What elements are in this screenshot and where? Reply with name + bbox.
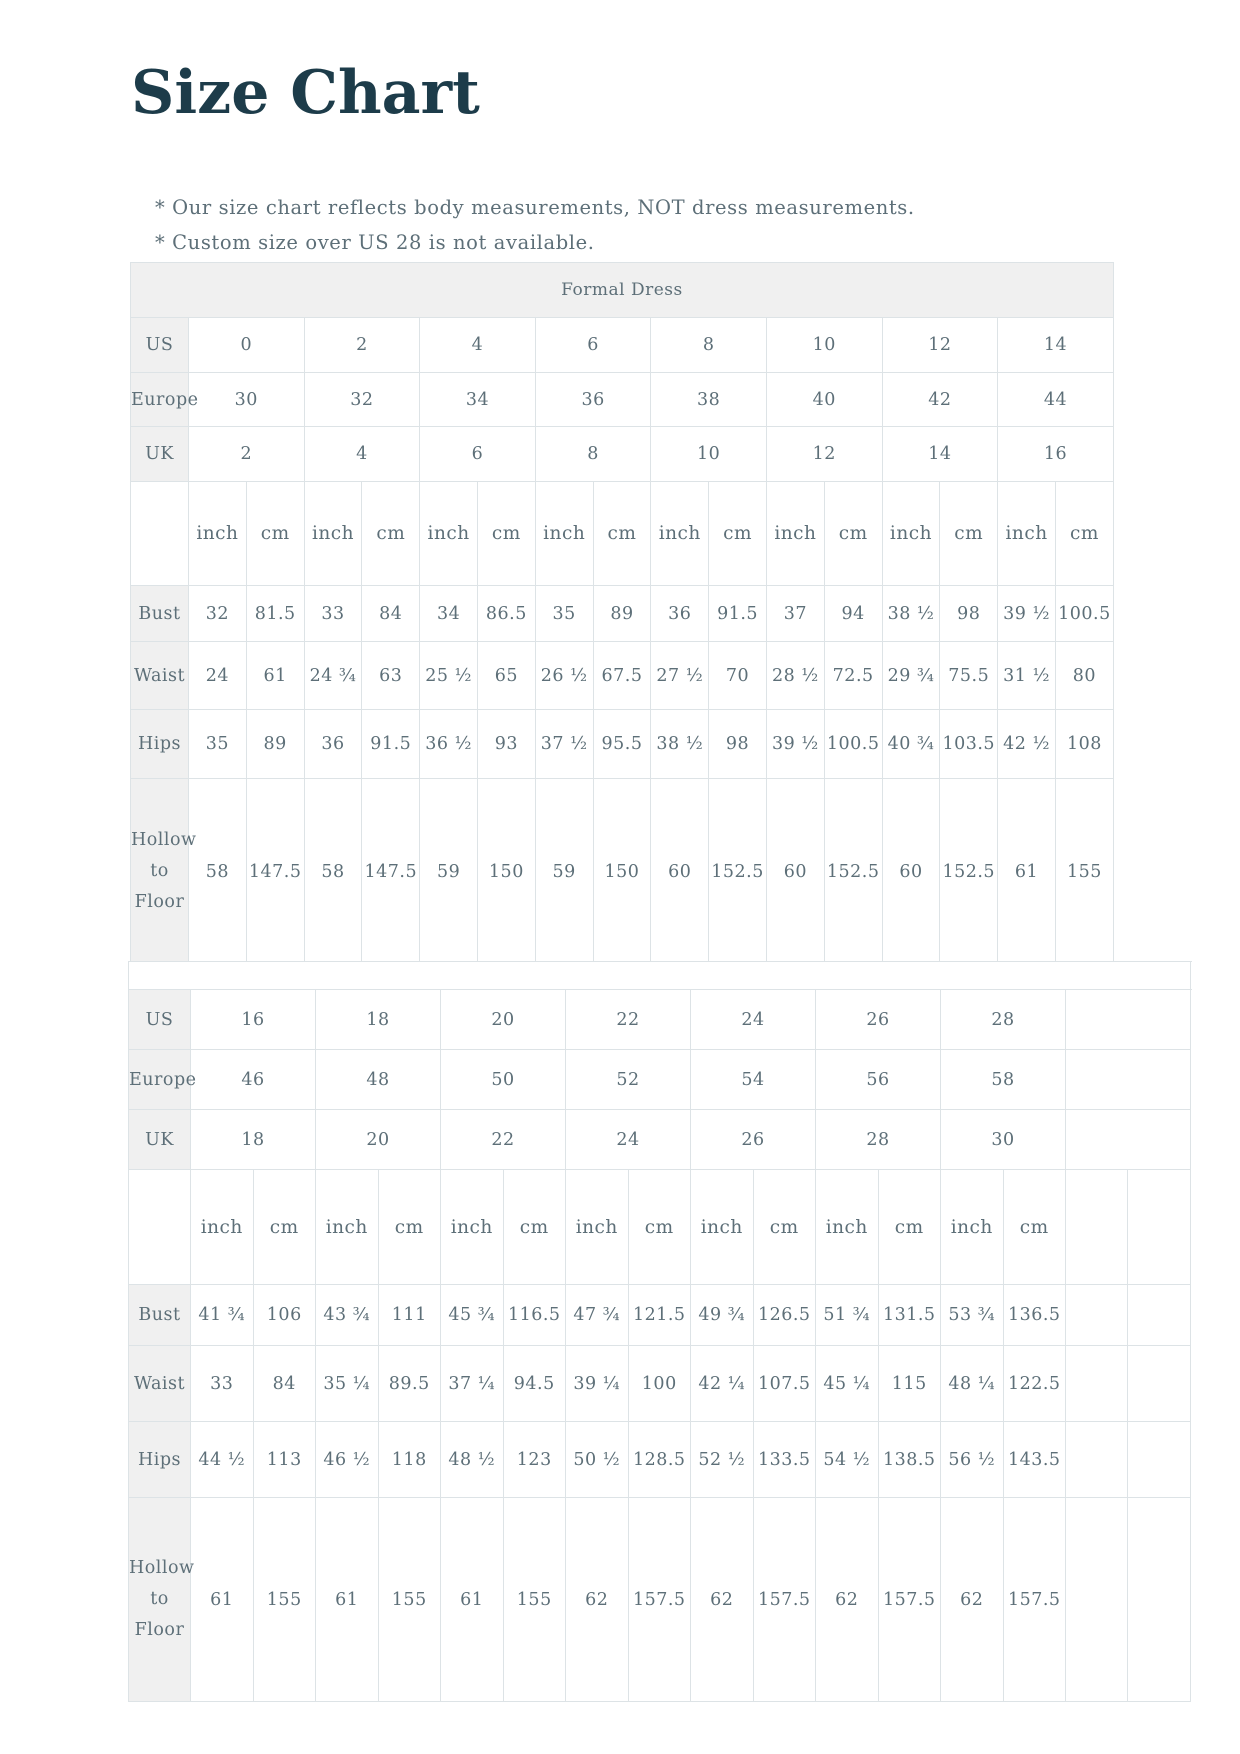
unit-inch-header: inch [420,482,478,586]
us-size-value: 18 [316,990,441,1050]
unit-inch-header: inch [816,1170,879,1285]
bust-value: 51 ¾ [816,1285,879,1346]
us-size-value: 14 [998,318,1114,373]
europe-size-value: 36 [535,373,651,427]
hollow-to-floor-value: 152.5 [709,779,767,965]
hollow-to-floor-value: 155 [253,1498,316,1702]
unit-cm-header: cm [1055,482,1113,586]
waist-value: 33 [191,1346,254,1422]
note-body-measurements: * Our size chart reflects body measurements, NOT dress measurements. [155,196,915,219]
hips-value: 128.5 [628,1422,691,1498]
bust-value: 106 [253,1285,316,1346]
waist-value: 31 ½ [998,642,1056,710]
europe-size-value: 56 [816,1050,941,1110]
waist-value: 63 [362,642,420,710]
hollow-to-floor-value: 157.5 [878,1498,941,1702]
hollow-to-floor-value: 60 [651,779,709,965]
empty-cell [1128,1170,1191,1285]
bust-value: 37 [766,586,824,642]
waist-value: 84 [253,1346,316,1422]
hollow-to-floor-value: 157.5 [1003,1498,1066,1702]
hips-value: 46 ½ [316,1422,379,1498]
europe-size-value: 48 [316,1050,441,1110]
us-size-value: 0 [189,318,305,373]
uk-size-value: 12 [766,427,882,482]
waist-value: 80 [1055,642,1113,710]
hollow-to-floor-value: 62 [941,1498,1004,1702]
row-label-hollow-to-floor [129,1498,195,1702]
row-label-bust: Bust [131,586,189,642]
row-label-part: Floor [134,892,185,912]
europe-size-value: 32 [304,373,420,427]
hollow-to-floor-value: 61 [316,1498,379,1702]
row-label-hips: Hips [131,710,189,779]
waist-value: 39 ¼ [566,1346,629,1422]
hollow-to-floor-value: 60 [882,779,940,965]
hollow-to-floor-value: 147.5 [246,779,304,965]
uk-size-value: 18 [191,1110,316,1170]
waist-value: 72.5 [824,642,882,710]
uk-size-value: 2 [189,427,305,482]
hips-value: 56 ½ [941,1422,1004,1498]
hollow-to-floor-value: 155 [1055,779,1113,965]
empty-cell [1128,1422,1191,1498]
waist-value: 48 ¼ [941,1346,1004,1422]
hips-value: 39 ½ [766,710,824,779]
row-label-part: to [150,1589,169,1609]
waist-value: 67.5 [593,642,651,710]
hips-value: 108 [1055,710,1113,779]
row-label-part: Hollow [129,1558,195,1578]
waist-value: 70 [709,642,767,710]
bust-value: 45 ¾ [441,1285,504,1346]
unit-cm-header: cm [503,1170,566,1285]
waist-value: 94.5 [503,1346,566,1422]
row-label-europe: Europe [131,373,189,427]
bust-value: 49 ¾ [691,1285,754,1346]
unit-inch-header: inch [566,1170,629,1285]
hips-value: 52 ½ [691,1422,754,1498]
uk-size-value: 6 [420,427,536,482]
hips-value: 37 ½ [535,710,593,779]
hollow-to-floor-value: 62 [566,1498,629,1702]
bust-value: 116.5 [503,1285,566,1346]
europe-size-value: 30 [189,373,305,427]
hips-value: 133.5 [753,1422,816,1498]
row-label-part: Hollow [131,830,197,850]
row-label-waist: Waist [131,642,189,710]
europe-size-value: 52 [566,1050,691,1110]
empty-cell [1066,1285,1128,1346]
row-label-uk: UK [131,427,189,482]
unit-cm-header: cm [253,1170,316,1285]
unit-cm-header: cm [940,482,998,586]
unit-cm-header: cm [709,482,767,586]
uk-size-value: 30 [941,1110,1066,1170]
unit-inch-header: inch [535,482,593,586]
us-size-value: 16 [191,990,316,1050]
uk-size-value: 10 [651,427,767,482]
waist-value: 26 ½ [535,642,593,710]
bust-value: 100.5 [1055,586,1113,642]
us-size-value: 12 [882,318,998,373]
bust-value: 98 [940,586,998,642]
us-size-value: 20 [441,990,566,1050]
waist-value: 27 ½ [651,642,709,710]
unit-inch-header: inch [191,1170,254,1285]
us-size-value: 22 [566,990,691,1050]
hollow-to-floor-value: 59 [535,779,593,965]
row-label-hollow-to-floor [131,779,197,965]
empty-cell [1066,1050,1191,1110]
row-label-part: to [150,861,169,881]
empty-cell [1128,1498,1191,1702]
hips-value: 118 [378,1422,441,1498]
bust-value: 121.5 [628,1285,691,1346]
unit-cm-header: cm [477,482,535,586]
table-spacer [129,962,1191,990]
uk-size-value: 14 [882,427,998,482]
bust-value: 39 ½ [998,586,1056,642]
bust-value: 84 [362,586,420,642]
hips-value: 40 ¾ [882,710,940,779]
bust-value: 43 ¾ [316,1285,379,1346]
hollow-to-floor-value: 59 [420,779,478,965]
hollow-to-floor-value: 150 [477,779,535,965]
hips-value: 103.5 [940,710,998,779]
hips-value: 143.5 [1003,1422,1066,1498]
unit-inch-header: inch [441,1170,504,1285]
uk-size-value: 28 [816,1110,941,1170]
waist-value: 29 ¾ [882,642,940,710]
europe-size-value: 44 [998,373,1114,427]
hips-value: 44 ½ [191,1422,254,1498]
empty-cell [1066,990,1191,1050]
unit-inch-header: inch [941,1170,1004,1285]
hollow-to-floor-value: 155 [378,1498,441,1702]
hips-value: 48 ½ [441,1422,504,1498]
empty-cell [1066,1422,1128,1498]
bust-value: 89 [593,586,651,642]
empty-cell [1066,1110,1191,1170]
waist-value: 107.5 [753,1346,816,1422]
empty-cell [1128,1346,1191,1422]
hollow-to-floor-value: 157.5 [753,1498,816,1702]
hollow-to-floor-value: 58 [304,779,362,965]
hollow-to-floor-value: 62 [691,1498,754,1702]
hips-value: 50 ½ [566,1422,629,1498]
us-size-value: 28 [941,990,1066,1050]
bust-value: 94 [824,586,882,642]
uk-size-value: 20 [316,1110,441,1170]
unit-cm-header: cm [1003,1170,1066,1285]
waist-value: 61 [246,642,304,710]
europe-size-value: 50 [441,1050,566,1110]
waist-value: 25 ½ [420,642,478,710]
uk-size-value: 24 [566,1110,691,1170]
europe-size-value: 34 [420,373,536,427]
row-label-europe: Europe [129,1050,191,1110]
unit-cm-header: cm [878,1170,941,1285]
us-size-value: 10 [766,318,882,373]
hollow-to-floor-value: 60 [766,779,824,965]
unit-cm-header: cm [246,482,304,586]
europe-size-value: 42 [882,373,998,427]
bust-value: 91.5 [709,586,767,642]
empty-cell [1128,1285,1191,1346]
hollow-to-floor-value: 152.5 [940,779,998,965]
hips-value: 91.5 [362,710,420,779]
uk-size-value: 22 [441,1110,566,1170]
waist-value: 122.5 [1003,1346,1066,1422]
waist-value: 24 [189,642,247,710]
row-label-us: US [131,318,189,373]
bust-value: 41 ¾ [191,1285,254,1346]
page-title: Size Chart [131,58,480,128]
waist-value: 45 ¼ [816,1346,879,1422]
europe-size-value: 40 [766,373,882,427]
hips-value: 54 ½ [816,1422,879,1498]
unit-inch-header: inch [651,482,709,586]
bust-value: 111 [378,1285,441,1346]
hips-value: 89 [246,710,304,779]
row-label-hips: Hips [129,1422,191,1498]
hollow-to-floor-value: 62 [816,1498,879,1702]
hips-value: 138.5 [878,1422,941,1498]
hollow-to-floor-value: 152.5 [824,779,882,965]
hips-value: 123 [503,1422,566,1498]
row-label-uk: UK [129,1110,191,1170]
bust-value: 136.5 [1003,1285,1066,1346]
waist-value: 65 [477,642,535,710]
europe-size-value: 58 [941,1050,1066,1110]
waist-value: 24 ¾ [304,642,362,710]
hollow-to-floor-value: 61 [998,779,1056,965]
bust-value: 126.5 [753,1285,816,1346]
unit-inch-header: inch [998,482,1056,586]
bust-value: 36 [651,586,709,642]
unit-cm-header: cm [362,482,420,586]
unit-inch-header: inch [304,482,362,586]
empty-cell [1066,1498,1128,1702]
bust-value: 38 ½ [882,586,940,642]
hips-value: 36 ½ [420,710,478,779]
table-caption: Formal Dress [131,263,1114,318]
waist-value: 35 ¼ [316,1346,379,1422]
bust-value: 35 [535,586,593,642]
unit-cm-header: cm [378,1170,441,1285]
unit-inch-header: inch [766,482,824,586]
bust-value: 53 ¾ [941,1285,1004,1346]
hollow-to-floor-value: 150 [593,779,651,965]
uk-size-value: 4 [304,427,420,482]
unit-inch-header: inch [882,482,940,586]
unit-inch-header: inch [189,482,247,586]
europe-size-value: 38 [651,373,767,427]
waist-value: 28 ½ [766,642,824,710]
us-size-value: 24 [691,990,816,1050]
hips-value: 100.5 [824,710,882,779]
unit-cm-header: cm [628,1170,691,1285]
uk-size-value: 8 [535,427,651,482]
us-size-value: 26 [816,990,941,1050]
units-corner-cell [129,1170,191,1285]
waist-value: 42 ¼ [691,1346,754,1422]
waist-value: 75.5 [940,642,998,710]
hips-value: 38 ½ [651,710,709,779]
hollow-to-floor-value: 61 [441,1498,504,1702]
hollow-to-floor-value: 61 [191,1498,254,1702]
bust-value: 47 ¾ [566,1285,629,1346]
europe-size-value: 46 [191,1050,316,1110]
hollow-to-floor-value: 58 [189,779,247,965]
us-size-value: 8 [651,318,767,373]
units-corner-cell [131,482,189,586]
hips-value: 35 [189,710,247,779]
hips-value: 113 [253,1422,316,1498]
row-label-waist: Waist [129,1346,191,1422]
hollow-to-floor-value: 155 [503,1498,566,1702]
empty-cell [1066,1346,1128,1422]
note-custom-size: * Custom size over US 28 is not available. [155,231,595,254]
waist-value: 100 [628,1346,691,1422]
waist-value: 89.5 [378,1346,441,1422]
hollow-to-floor-value: 157.5 [628,1498,691,1702]
waist-value: 115 [878,1346,941,1422]
europe-size-value: 54 [691,1050,816,1110]
row-label-part: Floor [134,1620,185,1640]
uk-size-value: 16 [998,427,1114,482]
uk-size-value: 26 [691,1110,816,1170]
unit-cm-header: cm [753,1170,816,1285]
row-label-bust: Bust [129,1285,191,1346]
us-size-value: 2 [304,318,420,373]
unit-inch-header: inch [316,1170,379,1285]
unit-cm-header: cm [824,482,882,586]
bust-value: 81.5 [246,586,304,642]
hollow-to-floor-value: 147.5 [362,779,420,965]
bust-value: 131.5 [878,1285,941,1346]
hips-value: 36 [304,710,362,779]
us-size-value: 6 [535,318,651,373]
hips-value: 42 ½ [998,710,1056,779]
unit-inch-header: inch [691,1170,754,1285]
us-size-value: 4 [420,318,536,373]
waist-value: 37 ¼ [441,1346,504,1422]
unit-cm-header: cm [593,482,651,586]
bust-value: 33 [304,586,362,642]
row-label-us: US [129,990,191,1050]
bust-value: 86.5 [477,586,535,642]
size-table-us-16-28 [128,961,1191,1702]
hips-value: 98 [709,710,767,779]
bust-value: 34 [420,586,478,642]
size-table-us-0-14 [130,262,1114,965]
hips-value: 95.5 [593,710,651,779]
empty-cell [1066,1170,1128,1285]
bust-value: 32 [189,586,247,642]
hips-value: 93 [477,710,535,779]
